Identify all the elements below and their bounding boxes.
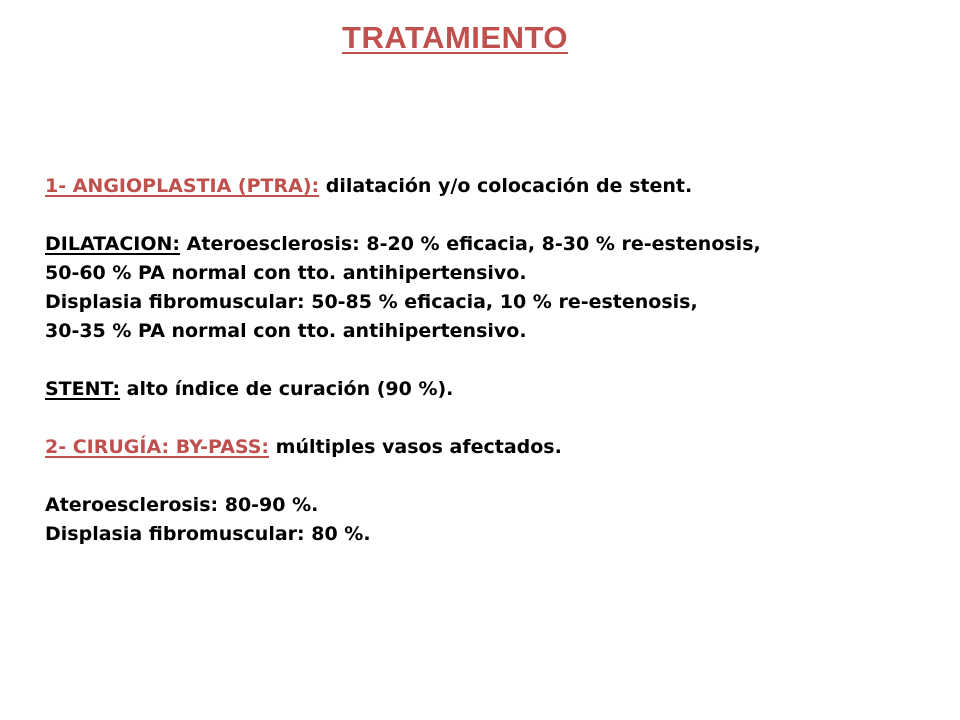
dilatacion-label: DILATACION: [45,233,181,255]
dilatacion-text-1: Ateroesclerosis: 8-20 % eficacia, 8-30 % re-estenosis, [180,233,761,255]
spacer [45,404,925,433]
angioplastia-line [45,172,925,201]
cirugia-label: 2- CIRUGÍA: BY-PASS: [45,436,270,458]
cirugia-text: múltiples vasos afectados. [269,436,562,458]
stent-line [45,375,925,404]
dilatacion-line-3: Displasia fibromuscular: 50-85 % eficacia, 10 % re-estenosis, [45,291,698,313]
dilatacion-line-2: 50-60 % PA normal con tto. antihipertensivo. [45,262,527,284]
cirugia-result-1: Ateroesclerosis: 80-90 %. [45,494,319,516]
spacer [45,462,925,491]
angioplastia-label: 1- ANGIOPLASTIA (PTRA): [45,175,320,197]
slide-body [45,172,925,549]
spacer [45,346,925,375]
dilatacion-line-4: 30-35 % PA normal con tto. antihipertensivo. [45,320,527,342]
cirugia-line [45,433,925,462]
page-title: TRATAMIENTO [342,20,568,55]
spacer [45,201,925,230]
angioplastia-text: dilatación y/o colocación de stent. [319,175,693,197]
stent-text: alto índice de curación (90 %). [120,378,454,400]
dilatacion-line-1 [45,230,925,259]
cirugia-result-2: Displasia fibromuscular: 80 %. [45,523,371,545]
stent-label: STENT: [45,378,121,400]
